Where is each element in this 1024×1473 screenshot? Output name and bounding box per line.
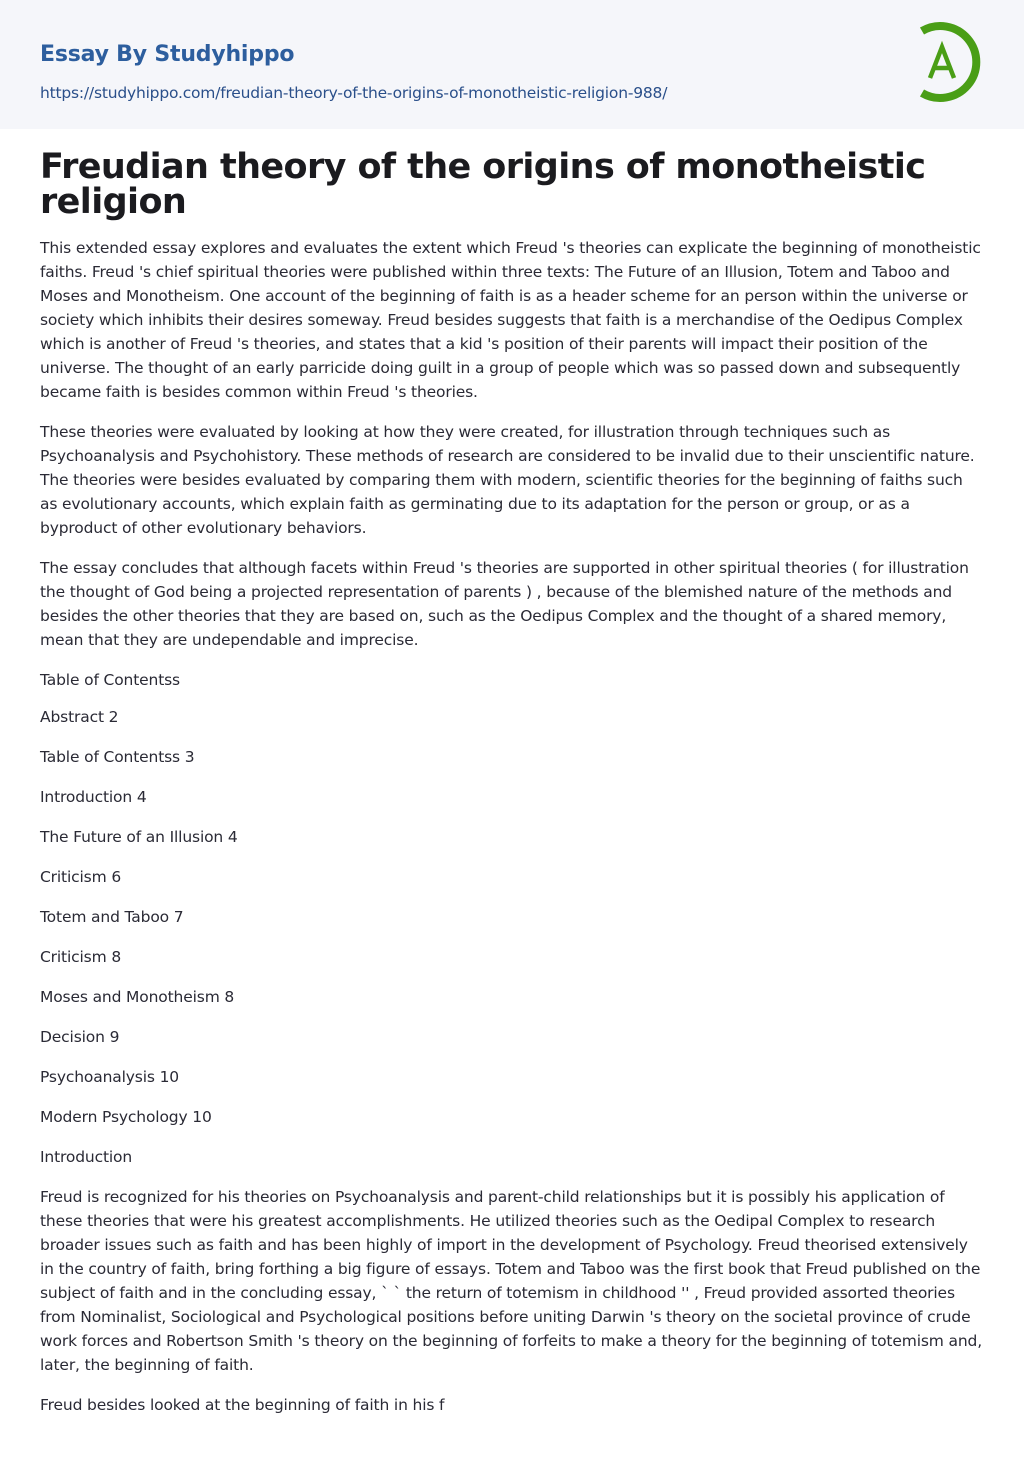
abstract-paragraph: This extended essay explores and evaluates the extent which Freud 's theories can explicate the beginning of monotheistic faiths. Freud 's chief spiritual theories were published within three texts: The Future of an Illusion, Totem and Taboo and Moses and Monotheism. One account of the beginning of faith is as a header scheme for an person within the universe or society which inhibits their desires someway. Freud besides suggests that faith is a merchandise of the Oedipus Complex which is another of Freud 's theories, and states that a kid 's position of their parents will impact their position of the universe. The thought of an early parricide doing guilt in a group of people which was so passed down and subsequently became faith is besides common within Freud 's theories. (40, 239, 981, 401)
article (0, 129, 1024, 1473)
abstract-paragraph: The essay concludes that although facets within Freud 's theories are supported in other spiritual theories ( for illustration the thought of God being a projected representation of parents ) , because of the blemished nature of the methods and besides the other theories that they are based on, such as the Oedipus Complex and the thought of a shared memory, mean that they are undependable and imprecise. (40, 559, 969, 649)
toc-item: Totem and Taboo 7 (40, 908, 184, 926)
introduction-paragraph: Freud besides looked at the beginning of faith in his f (40, 1396, 445, 1414)
abstract-section (40, 236, 984, 652)
toc-item: Moses and Monotheism 8 (40, 988, 235, 1006)
introduction-heading: Introduction (40, 1148, 133, 1166)
toc-heading: Table of Contentss (40, 671, 180, 689)
page-title: Freudian theory of the origins of monotheistic religion (40, 147, 926, 222)
toc-item: Table of Contentss 3 (40, 748, 195, 766)
site-header (0, 0, 1024, 129)
toc-item: Modern Psychology 10 (40, 1108, 212, 1126)
introduction-section (40, 1145, 984, 1417)
abstract-paragraph: These theories were evaluated by looking at how they were created, for illustration through techniques such as Psychoanalysis and Psychohistory. These methods of research are considered to be invalid due to their unscientific nature. The theories were besides evaluated by comparing them with modern, scientific theories for the beginning of faiths such as evolutionary accounts, which explain faith as germinating due to its adaptation for the person or group, or as a byproduct of other evolutionary behaviors. (40, 423, 975, 537)
studyhippo-a-logo-icon[interactable] (910, 17, 988, 107)
toc-item: The Future of an Illusion 4 (40, 828, 238, 846)
toc-item: Psychoanalysis 10 (40, 1068, 180, 1086)
site-title: Essay By Studyhippo (40, 42, 295, 67)
table-of-contents (40, 668, 984, 1129)
toc-item: Decision 9 (40, 1028, 120, 1046)
toc-item: Abstract 2 (40, 708, 119, 726)
toc-item: Introduction 4 (40, 788, 147, 806)
toc-item: Criticism 8 (40, 948, 122, 966)
source-url-link[interactable]: https://studyhippo.com/freudian-theory-of-the-origins-of-monotheistic-religion-988/ (40, 84, 668, 102)
introduction-paragraph: Freud is recognized for his theories on Psychoanalysis and parent-child relationships but it is possibly his application of these theories that were his greatest accomplishments. He utilized theories such as the Oedipal Complex to research broader issues such as faith and has been highly of import in the development of Psychology. Freud theorised extensively in the country of faith, bring forthing a big figure of essays. Totem and Taboo was the first book that Freud published on the subject of faith and in the concluding essay, ` ` the return of totemism in childhood '' , Freud provided assorted theories from Nominalist, Sociological and Psychological positions before uniting Darwin 's theory on the societal province of crude work forces and Robertson Smith 's theory on the beginning of forfeits to make a theory for the beginning of totemism and, later, the beginning of faith. (40, 1188, 982, 1374)
toc-item: Criticism 6 (40, 868, 122, 886)
